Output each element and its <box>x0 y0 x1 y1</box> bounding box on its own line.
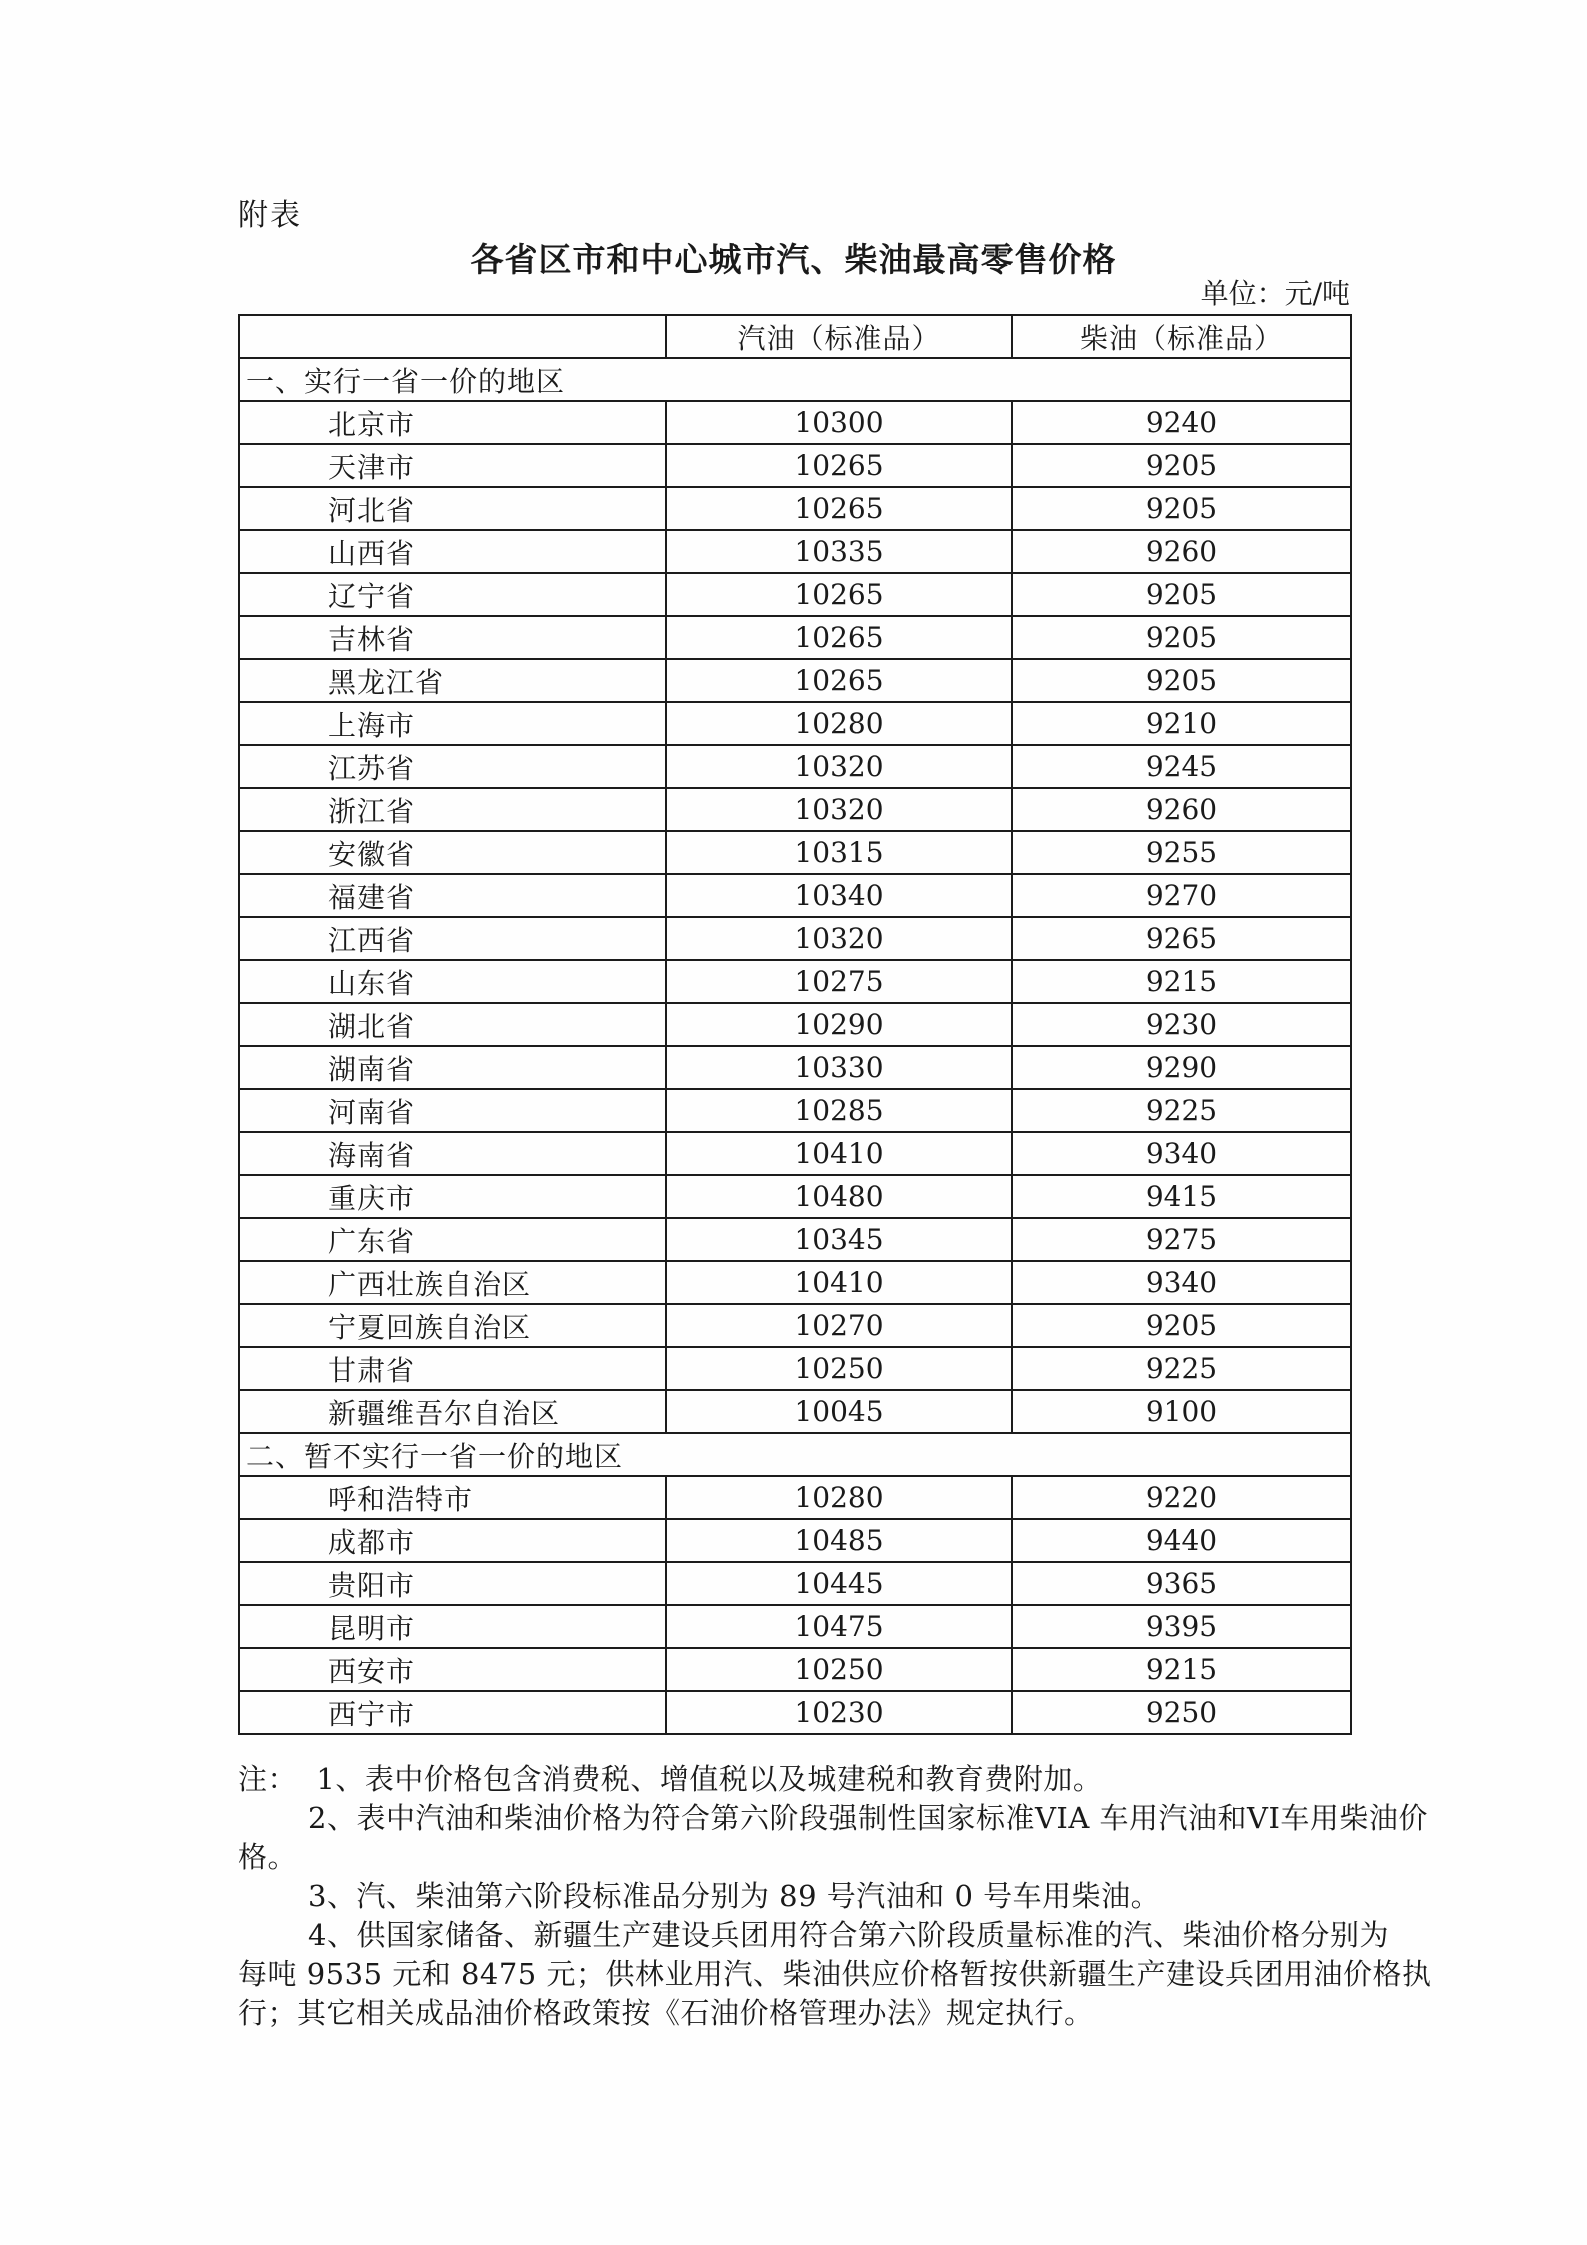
table-row <box>239 1691 1351 1734</box>
diesel-price-cell: 9340 <box>1012 1132 1351 1175</box>
region-cell: 成都市 <box>239 1519 666 1562</box>
gasoline-price-cell: 10300 <box>666 401 1012 444</box>
table-row <box>239 1089 1351 1132</box>
table-row <box>239 1519 1351 1562</box>
diesel-price-cell: 9215 <box>1012 960 1351 1003</box>
note-line: 4、供国家储备、新疆生产建设兵团用符合第六阶段质量标准的汽、柴油价格分别为 <box>308 1918 1389 1952</box>
diesel-price-cell: 9275 <box>1012 1218 1351 1261</box>
section-header: 一、实行一省一价的地区 <box>239 358 1351 401</box>
diesel-price-cell: 9220 <box>1012 1476 1351 1519</box>
table-row <box>239 1304 1351 1347</box>
region-cell: 天津市 <box>239 444 666 487</box>
table-row <box>239 1003 1351 1046</box>
diesel-price-cell: 9205 <box>1012 444 1351 487</box>
empty-header-cell <box>239 315 666 358</box>
section-header-row <box>239 1433 1351 1476</box>
gasoline-price-cell: 10270 <box>666 1304 1012 1347</box>
diesel-price-cell: 9210 <box>1012 702 1351 745</box>
region-cell: 昆明市 <box>239 1605 666 1648</box>
table-row <box>239 1132 1351 1175</box>
gasoline-price-cell: 10335 <box>666 530 1012 573</box>
gasoline-price-cell: 10275 <box>666 960 1012 1003</box>
region-cell: 河南省 <box>239 1089 666 1132</box>
gasoline-price-cell: 10410 <box>666 1261 1012 1304</box>
region-cell: 重庆市 <box>239 1175 666 1218</box>
gasoline-price-cell: 10445 <box>666 1562 1012 1605</box>
diesel-price-cell: 9205 <box>1012 616 1351 659</box>
gasoline-price-cell: 10345 <box>666 1218 1012 1261</box>
region-cell: 广西壮族自治区 <box>239 1261 666 1304</box>
diesel-price-cell: 9365 <box>1012 1562 1351 1605</box>
diesel-price-cell: 9225 <box>1012 1089 1351 1132</box>
region-cell: 浙江省 <box>239 788 666 831</box>
price-table-wrap <box>238 314 1350 1735</box>
diesel-price-cell: 9260 <box>1012 530 1351 573</box>
note-line: 3、汽、柴油第六阶段标准品分别为 89 号汽油和 0 号车用柴油。 <box>308 1879 1161 1913</box>
diesel-price-cell: 9290 <box>1012 1046 1351 1089</box>
note-line: 注： 1、表中价格包含消费税、增值税以及城建税和教育费附加。 <box>238 1762 1103 1796</box>
gasoline-price-cell: 10340 <box>666 874 1012 917</box>
table-row <box>239 1605 1351 1648</box>
diesel-price-cell: 9395 <box>1012 1605 1351 1648</box>
gasoline-price-cell: 10480 <box>666 1175 1012 1218</box>
gasoline-price-cell: 10320 <box>666 745 1012 788</box>
table-row <box>239 917 1351 960</box>
table-row <box>239 1347 1351 1390</box>
table-row <box>239 831 1351 874</box>
table-row <box>239 401 1351 444</box>
region-cell: 新疆维吾尔自治区 <box>239 1390 666 1433</box>
gasoline-price-cell: 10315 <box>666 831 1012 874</box>
gasoline-price-cell: 10250 <box>666 1347 1012 1390</box>
table-row <box>239 960 1351 1003</box>
diesel-price-cell: 9245 <box>1012 745 1351 788</box>
gasoline-price-cell: 10320 <box>666 788 1012 831</box>
gasoline-price-cell: 10045 <box>666 1390 1012 1433</box>
price-table <box>238 314 1352 1735</box>
gasoline-price-cell: 10280 <box>666 702 1012 745</box>
table-row <box>239 874 1351 917</box>
table-row <box>239 659 1351 702</box>
region-cell: 吉林省 <box>239 616 666 659</box>
unit-label: 单位：元/吨 <box>1200 277 1350 310</box>
table-header-row <box>239 315 1351 358</box>
section-header: 二、暂不实行一省一价的地区 <box>239 1433 1351 1476</box>
table-row <box>239 1175 1351 1218</box>
gasoline-price-cell: 10475 <box>666 1605 1012 1648</box>
diesel-price-cell: 9205 <box>1012 659 1351 702</box>
table-row <box>239 1562 1351 1605</box>
region-cell: 广东省 <box>239 1218 666 1261</box>
table-row <box>239 1046 1351 1089</box>
appendix-label: 附表 <box>238 198 302 233</box>
gasoline-price-cell: 10285 <box>666 1089 1012 1132</box>
diesel-price-cell: 9100 <box>1012 1390 1351 1433</box>
region-cell: 湖南省 <box>239 1046 666 1089</box>
region-cell: 安徽省 <box>239 831 666 874</box>
diesel-price-cell: 9215 <box>1012 1648 1351 1691</box>
region-cell: 甘肃省 <box>239 1347 666 1390</box>
column-header-gasoline: 汽油（标准品） <box>666 315 1012 358</box>
region-cell: 呼和浩特市 <box>239 1476 666 1519</box>
region-cell: 西安市 <box>239 1648 666 1691</box>
diesel-price-cell: 9265 <box>1012 917 1351 960</box>
diesel-price-cell: 9270 <box>1012 874 1351 917</box>
table-row <box>239 487 1351 530</box>
table-row <box>239 1261 1351 1304</box>
region-cell: 山西省 <box>239 530 666 573</box>
notes <box>238 1760 1432 2033</box>
diesel-price-cell: 9230 <box>1012 1003 1351 1046</box>
diesel-price-cell: 9440 <box>1012 1519 1351 1562</box>
region-cell: 辽宁省 <box>239 573 666 616</box>
table-row <box>239 1390 1351 1433</box>
table-row <box>239 788 1351 831</box>
note-line: 行；其它相关成品油价格政策按《石油价格管理办法》规定执行。 <box>238 1996 1094 2030</box>
gasoline-price-cell: 10280 <box>666 1476 1012 1519</box>
note-line: 每吨 9535 元和 8475 元；供林业用汽、柴油供应价格暂按供新疆生产建设兵团用油价格执 <box>238 1957 1432 1991</box>
region-cell: 江苏省 <box>239 745 666 788</box>
table-row <box>239 1476 1351 1519</box>
region-cell: 湖北省 <box>239 1003 666 1046</box>
table-row <box>239 616 1351 659</box>
region-cell: 上海市 <box>239 702 666 745</box>
diesel-price-cell: 9205 <box>1012 573 1351 616</box>
gasoline-price-cell: 10330 <box>666 1046 1012 1089</box>
region-cell: 江西省 <box>239 917 666 960</box>
region-cell: 宁夏回族自治区 <box>239 1304 666 1347</box>
gasoline-price-cell: 10230 <box>666 1691 1012 1734</box>
region-cell: 北京市 <box>239 401 666 444</box>
diesel-price-cell: 9250 <box>1012 1691 1351 1734</box>
diesel-price-cell: 9260 <box>1012 788 1351 831</box>
section-header-row <box>239 358 1351 401</box>
region-cell: 山东省 <box>239 960 666 1003</box>
diesel-price-cell: 9340 <box>1012 1261 1351 1304</box>
note-line: 2、表中汽油和柴油价格为符合第六阶段强制性国家标准VIA 车用汽油和VI车用柴油价 <box>308 1801 1428 1835</box>
gasoline-price-cell: 10485 <box>666 1519 1012 1562</box>
note-line: 格。 <box>238 1840 298 1874</box>
table-row <box>239 702 1351 745</box>
gasoline-price-cell: 10320 <box>666 917 1012 960</box>
gasoline-price-cell: 10250 <box>666 1648 1012 1691</box>
diesel-price-cell: 9240 <box>1012 401 1351 444</box>
column-header-diesel: 柴油（标准品） <box>1012 315 1351 358</box>
region-cell: 河北省 <box>239 487 666 530</box>
gasoline-price-cell: 10265 <box>666 444 1012 487</box>
region-cell: 贵阳市 <box>239 1562 666 1605</box>
diesel-price-cell: 9205 <box>1012 1304 1351 1347</box>
page-title: 各省区市和中心城市汽、柴油最高零售价格 <box>470 241 1117 278</box>
table-row <box>239 444 1351 487</box>
diesel-price-cell: 9225 <box>1012 1347 1351 1390</box>
table-row <box>239 530 1351 573</box>
table-row <box>239 1648 1351 1691</box>
table-row <box>239 1218 1351 1261</box>
gasoline-price-cell: 10265 <box>666 616 1012 659</box>
price-table-body <box>239 315 1351 1734</box>
region-cell: 福建省 <box>239 874 666 917</box>
region-cell: 海南省 <box>239 1132 666 1175</box>
diesel-price-cell: 9205 <box>1012 487 1351 530</box>
region-cell: 黑龙江省 <box>239 659 666 702</box>
gasoline-price-cell: 10265 <box>666 487 1012 530</box>
region-cell: 西宁市 <box>239 1691 666 1734</box>
diesel-price-cell: 9255 <box>1012 831 1351 874</box>
gasoline-price-cell: 10410 <box>666 1132 1012 1175</box>
table-row <box>239 745 1351 788</box>
table-row <box>239 573 1351 616</box>
gasoline-price-cell: 10265 <box>666 659 1012 702</box>
gasoline-price-cell: 10290 <box>666 1003 1012 1046</box>
diesel-price-cell: 9415 <box>1012 1175 1351 1218</box>
gasoline-price-cell: 10265 <box>666 573 1012 616</box>
